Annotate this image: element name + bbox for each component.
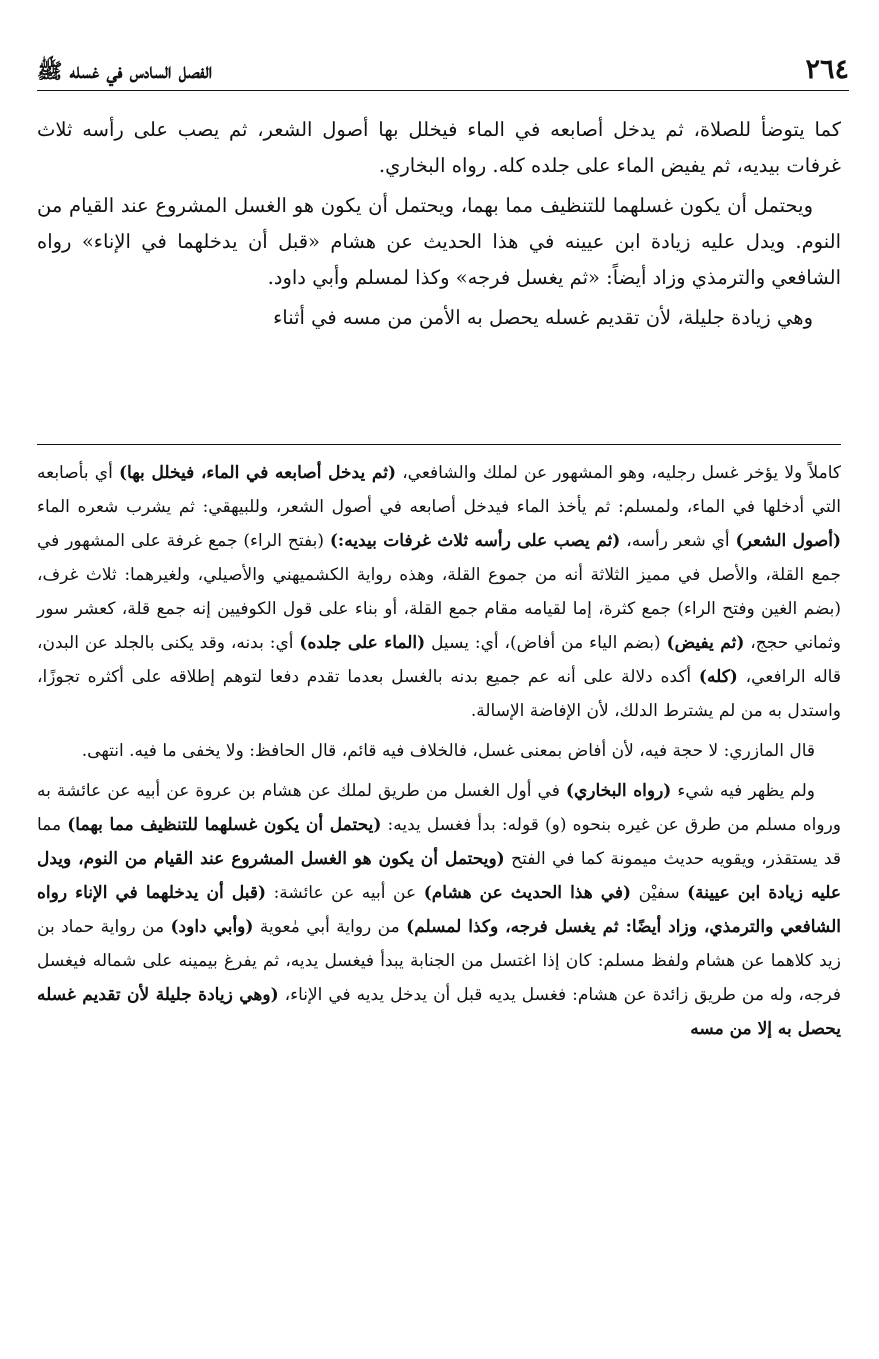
commentary-run: من رواية أبي مٰعوية [253, 917, 407, 937]
main-text-paragraph-3: وهي زيادة جليلة، لأن تقديم غسله يحصل به الأمن من مسه في أثناء [273, 306, 813, 329]
footnote-divider [37, 444, 841, 445]
commentary-run: أي شعر رأسه، [620, 531, 736, 551]
bold-quote: (رواه البخاري) [565, 781, 672, 801]
commentary-run: من رواية حماد بن زيد كلاهما عن هشام ولفظ مسلم: كان إذا اغتسل من الجنابة يبدأ فيغسل يديه، ثم يفرغ بيمينه على شماله فيغسل فرجه، وله من طريق زائدة عن هشام: فغسل يديه قبل أن يدخل يديه في الإناء، [37, 917, 841, 1005]
bold-quote: (الماء على جلده) [299, 633, 426, 653]
commentary-run: مما قد يستقذر، ويقويه حديث ميمونة كما في الفتح [37, 815, 841, 869]
commentary-run: أي: بدنه، وقد يكنى بالجلد عن البدن، قاله الرافعي، [37, 633, 841, 687]
chapter-title: الفصل السادس في غسله ﷺ [37, 58, 213, 83]
main-text-paragraph-1: كما يتوضأ للصلاة، ثم يدخل أصابعه في الماء فيخلل بها أصول الشعر، ثم يصب على رأسه ثلاث غرفات بيديه، ثم يفيض الماء على جلده كله. رواه البخاري. [37, 118, 841, 177]
bold-quote: (يحتمل أن يكون غسلهما للتنظيف مما بهما) [67, 815, 382, 835]
commentary-run: (بفتح الراء) جمع غرفة على المشهور في جمع القلة، والأصل في مميز الثلاثة أنه من جموع القلة، وهذه رواية الكشميهني والأصيلي، ولغيرهما: ثلاث غرف، (بضم الغين وفتح الراء) جمع كثرة، إما لقيامه مقام جمع القلة، أو بناء على قول الكوفيين إنه جمع قلة، كعشر سور وثماني حجج، [37, 531, 842, 653]
bold-quote: (ثم يصب على رأسه ثلاث غرفات بيديه:) [329, 531, 621, 551]
commentary-paragraph-2: قال المازري: لا حجة فيه، لأن أفاض بمعنى غسل، فالخلاف فيه قائم، قال الحافظ: ولا يخفى ما فيه. انتهى. [81, 741, 815, 761]
commentary-run: ولم يظهر فيه شيء [671, 781, 816, 801]
main-text [37, 112, 841, 434]
main-text-paragraph-2: ويحتمل أن يكون غسلهما للتنظيف مما بهما، ويحتمل أن يكون هو الغسل المشروع عند القيام من النوم. ويدل عليه زيادة ابن عيينه في هذا الحديث عن هشام «قبل أن يدخلهما في الإناء» رواه الشافعي والترمذي وزاد أيضاً: «ثم يغسل فرجه» وكذا لمسلم وأبي داود. [37, 194, 841, 289]
bold-quote: (وأبي داود) [170, 917, 254, 937]
bold-quote: (ثم يدخل أصابعه في الماء، فيخلل بها) [119, 463, 396, 483]
bold-quote: (ثم يفيض) [666, 633, 745, 653]
bold-quote: (ويحتمل أن يكون هو الغسل المشروع عند القيام من النوم، ويدل عليه زيادة ابن عيينة) [37, 849, 842, 903]
commentary-run: كاملاً ولا يؤخر غسل رجليه، وهو المشهور عن لملك والشافعي، [396, 463, 841, 483]
commentary-run: أكده دلالة على أنه عم جميع بدنه بالغسل بعدما تقدم دفعا لتوهم إطلاقه على أكثره تجوزًا، واستدل به من لم يشترط الدلك، لأن الإفاضة الإسالة. [37, 667, 841, 721]
commentary-run: سفيْن [631, 883, 688, 903]
bold-quote: (في هذا الحديث عن هشام) [423, 883, 632, 903]
commentary-paragraph-1 [37, 456, 841, 728]
bold-quote: (كله) [698, 667, 738, 687]
commentary-run: أي بأصابعه التي أدخلها في الماء، ولمسلم: ثم يأخذ الماء فيدخل أصابعه في أصول الشعر، وللبيهقي: ثم يشرب شعره الماء [37, 463, 841, 517]
commentary-run: في أول الغسل من طريق لملك عن هشام بن عروة عن أبيه عن عائشة به ورواه مسلم من طرق عن غيره بنحوه (و) قوله: بدأ فغسل يديه: [37, 781, 841, 835]
page-number: ٢٦٤ [805, 54, 849, 85]
page-header [37, 48, 849, 91]
commentary-run: (بضم الياء من أفاض)، أي: يسيل [425, 633, 667, 653]
bold-quote: (قبل أن يدخلهما في الإناء رواه الشافعي والترمذي، وزاد أيضًا: ثم يغسل فرجه، وكذا لمسلم) [37, 883, 841, 937]
commentary-text [37, 456, 841, 1336]
bold-quote: (أصول الشعر) [735, 531, 841, 551]
commentary-paragraph-3 [37, 774, 841, 1046]
commentary-run: عن أبيه عن عائشة: [266, 883, 424, 903]
bold-quote: (وهي زيادة جليلة لأن تقديم غسله يحصل به إلا من مسه [37, 985, 841, 1039]
